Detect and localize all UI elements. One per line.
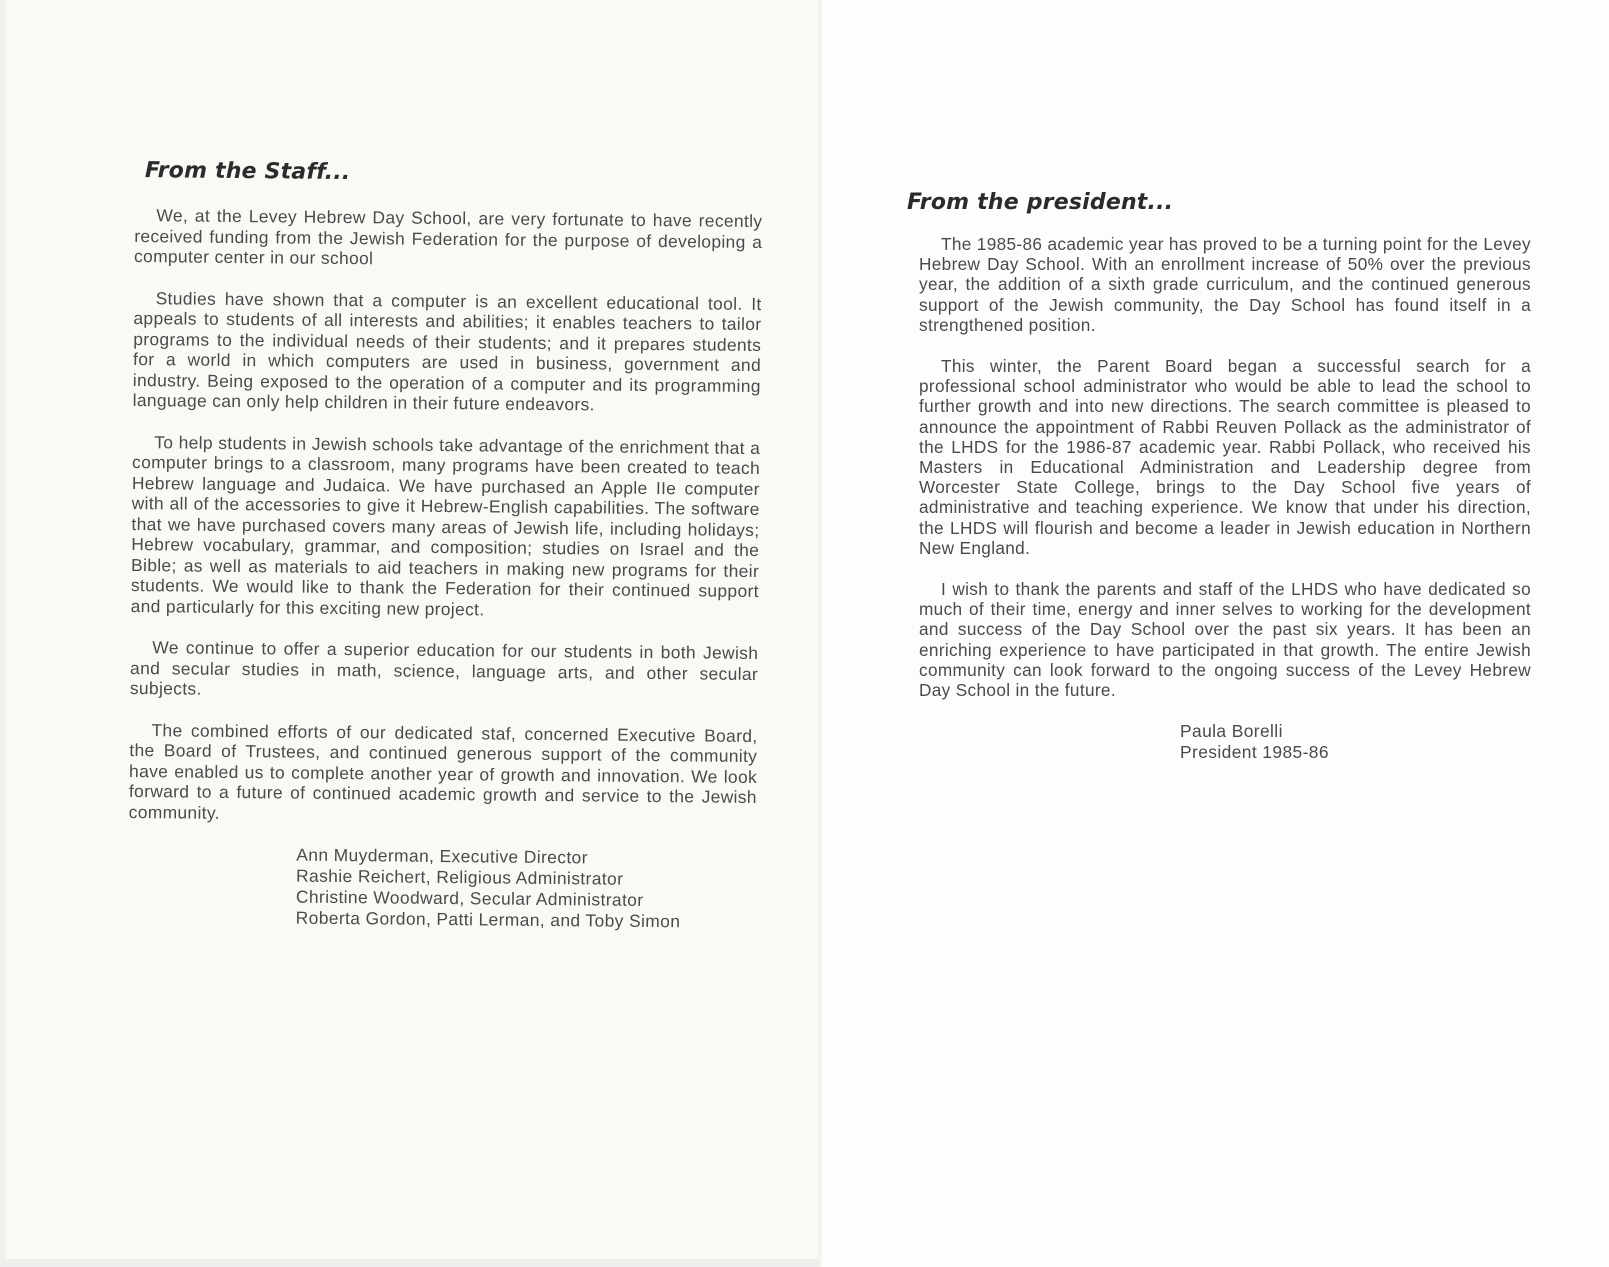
- staff-paragraph-4: We continue to offer a superior education for our students in both Jewish and secular studies in math, science, language arts, and other secular subjects.: [129, 637, 759, 699]
- president-letter: [907, 190, 1531, 763]
- signature-line: Roberta Gordon, Patti Lerman, and Toby Simon: [295, 907, 681, 932]
- page-edge-shadow: [0, 0, 6, 1267]
- staff-signature-block: [296, 845, 757, 933]
- signature-line: Ann Muyderman, Executive Director: [296, 844, 588, 868]
- president-signature-block: [1180, 721, 1531, 763]
- page-bottom-edge: [0, 1259, 822, 1267]
- staff-paragraph-1: We, at the Levey Hebrew Day School, are very fortunate to have recently received funding from the Jewish Federation for the purpose of developing a computer center in our school: [133, 205, 763, 269]
- signature-title: President 1985-86: [1180, 742, 1329, 763]
- president-paragraph-2: This winter, the Parent Board began a successful search for a professional school administrator who would be able to lead the school to further growth and into new directions. The search committee is pleased to announce the appointment of Rabbi Reuven Pollack as the administrator of the LHDS for the 1986-87 academic year. Rabbi Pollack, who received his Masters in Educational Administration and Leadership degree from Worcester State College, brings to the Day School five years of administrative and teaching experience. We know that under his direction, the LHDS will flourish and become a leader in Jewish education in Northern New England.: [919, 356, 1531, 558]
- right-page: [822, 0, 1609, 1267]
- president-letter-heading: From the president...: [907, 190, 1174, 215]
- staff-paragraph-3: To help students in Jewish schools take advantage of the enrichment that a computer brings to a classroom, many programs have been created to teach Hebrew language and Judaica. We have purchased an Apple IIe computer with all of the accessories to give it Hebrew-English capabilities. The software that we have purchased covers many areas of Jewish life, including holidays; Hebrew vocabulary, grammar, and composition; studies on Israel and the Bible; as well as materials to aid teachers in making new programs for their students. We would like to thank the Federation for their continued support and particularly for this exciting new project.: [130, 431, 761, 619]
- signature-name: Paula Borelli: [1180, 721, 1283, 742]
- signature-line: Christine Woodward, Secular Administrator: [295, 886, 644, 910]
- staff-paragraph-2: Studies have shown that a computer is an excellent educational tool. It appeals to students of all interests and abilities; it enables teachers to tailor programs to the individual needs of their students; and it prepares students for a world in which computers are used in business, government and industry. Being exposed to the operation of a computer and its programming language can only help children in their future endeavors.: [132, 287, 762, 415]
- president-paragraph-1: The 1985-86 academic year has proved to be a turning point for the Levey Hebrew Day School. With an enrollment increase of 50% over the previous year, the addition of a sixth grade curriculum, and the continued generous support of the Jewish community, the Day School has found itself in a strengthened position.: [919, 234, 1531, 335]
- staff-letter: [128, 158, 763, 933]
- signature-line: Rashie Reichert, Religious Administrator: [296, 865, 624, 889]
- staff-letter-heading: From the Staff...: [144, 158, 351, 186]
- staff-paragraph-5: The combined efforts of our dedicated staf, concerned Executive Board, the Board of Trustees, and continued generous support of the community have enabled us to complete another year of growth and innovation. We look forward to a future of continued academic growth and service to the Jewish community.: [128, 719, 758, 823]
- president-paragraph-3: I wish to thank the parents and staff of the LHDS who have dedicated so much of their time, energy and inner selves to working for the development and success of the Day School over the past six years. It has been an enriching experience to have participated in that growth. The entire Jewish community can look forward to the ongoing success of the Levey Hebrew Day School in the future.: [919, 579, 1531, 701]
